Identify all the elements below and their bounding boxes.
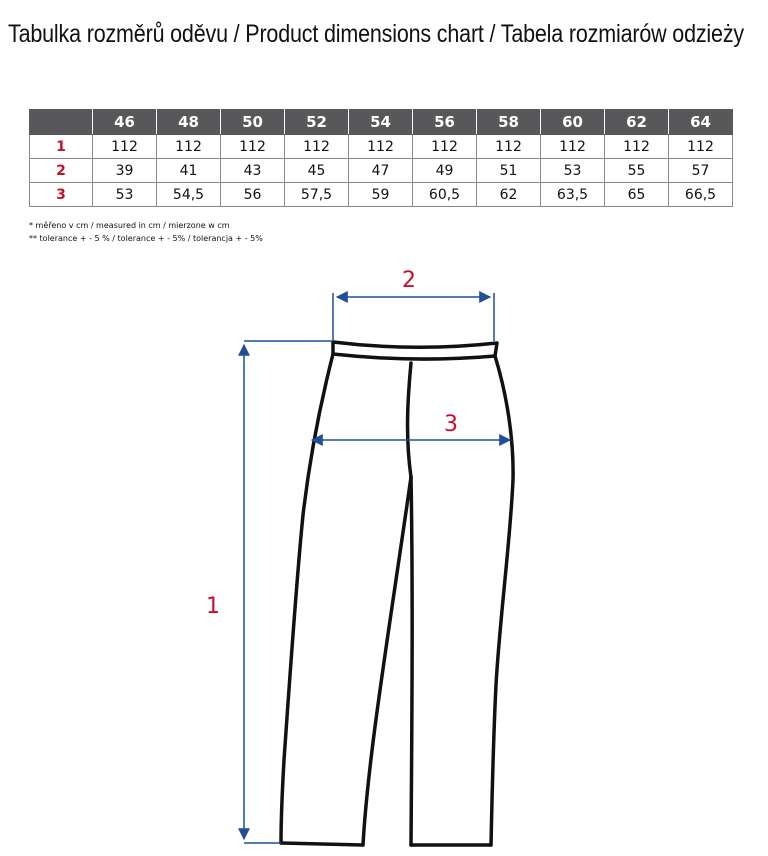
left-inner-seam: [363, 477, 411, 845]
measurement-notes: [29, 219, 263, 245]
note-measured-in-cm: * měřeno v cm / measured in cm / mierzone w cm: [29, 221, 230, 230]
dimension-2-waist: [333, 268, 494, 341]
fly-seam: [408, 363, 411, 477]
table-cell: 53: [541, 159, 605, 183]
size-header: 48: [157, 110, 221, 135]
table-cell: 45: [285, 159, 349, 183]
table-cell: 112: [541, 135, 605, 159]
table-cell: 112: [413, 135, 477, 159]
table-cell: 57: [669, 159, 733, 183]
size-header: 50: [221, 110, 285, 135]
size-header: 54: [349, 110, 413, 135]
table-cell: 41: [157, 159, 221, 183]
table-cell: 112: [669, 135, 733, 159]
size-header: 64: [669, 110, 733, 135]
row-label: 3: [30, 183, 93, 207]
table-cell: 51: [477, 159, 541, 183]
dimension-3-hip: [312, 412, 510, 440]
table-cell: 63,5: [541, 183, 605, 207]
table-row: [30, 183, 733, 207]
dimension-1-length: [206, 341, 333, 843]
size-header: 60: [541, 110, 605, 135]
table-cell: 62: [477, 183, 541, 207]
table-cell: 55: [605, 159, 669, 183]
size-header: 52: [285, 110, 349, 135]
table-cell: 112: [605, 135, 669, 159]
label-1: 1: [206, 594, 220, 619]
note-tolerance: ** tolerance + - 5 % / tolerance + - 5% / tolerancja + - 5%: [29, 234, 263, 243]
table-cell: 112: [349, 135, 413, 159]
table-cell: 47: [349, 159, 413, 183]
row-label: 1: [30, 135, 93, 159]
size-header: 56: [413, 110, 477, 135]
table-cell: 112: [477, 135, 541, 159]
table-cell: 66,5: [669, 183, 733, 207]
table-cell: 112: [285, 135, 349, 159]
right-inner-seam: [411, 477, 412, 845]
table-cell: 39: [93, 159, 157, 183]
table-cell: 49: [413, 159, 477, 183]
table-cell: 59: [349, 183, 413, 207]
table-cell: 54,5: [157, 183, 221, 207]
size-table: [29, 109, 733, 207]
table-cell: 57,5: [285, 183, 349, 207]
size-header: 46: [93, 110, 157, 135]
label-2: 2: [402, 268, 416, 293]
size-header: 62: [605, 110, 669, 135]
table-cell: 56: [221, 183, 285, 207]
header-corner-cell: [30, 110, 93, 135]
right-leg-outline: [491, 356, 513, 845]
table-row: [30, 135, 733, 159]
trousers-diagram: [0, 255, 768, 855]
row-label: 2: [30, 159, 93, 183]
table-cell: 112: [93, 135, 157, 159]
waistband: [333, 342, 497, 359]
label-3: 3: [444, 412, 458, 437]
trousers-outline: [281, 342, 513, 845]
table-cell: 65: [605, 183, 669, 207]
table-cell: 112: [157, 135, 221, 159]
page-title: Tabulka rozměrů oděvu / Product dimensions chart / Tabela rozmiarów odzieży: [8, 20, 744, 48]
table-cell: 43: [221, 159, 285, 183]
table-cell: 112: [221, 135, 285, 159]
left-hem: [281, 843, 363, 845]
table-cell: 53: [93, 183, 157, 207]
table-row: [30, 159, 733, 183]
left-leg-outline: [281, 354, 333, 843]
table-cell: 60,5: [413, 183, 477, 207]
header-row: [30, 110, 733, 135]
size-header: 58: [477, 110, 541, 135]
